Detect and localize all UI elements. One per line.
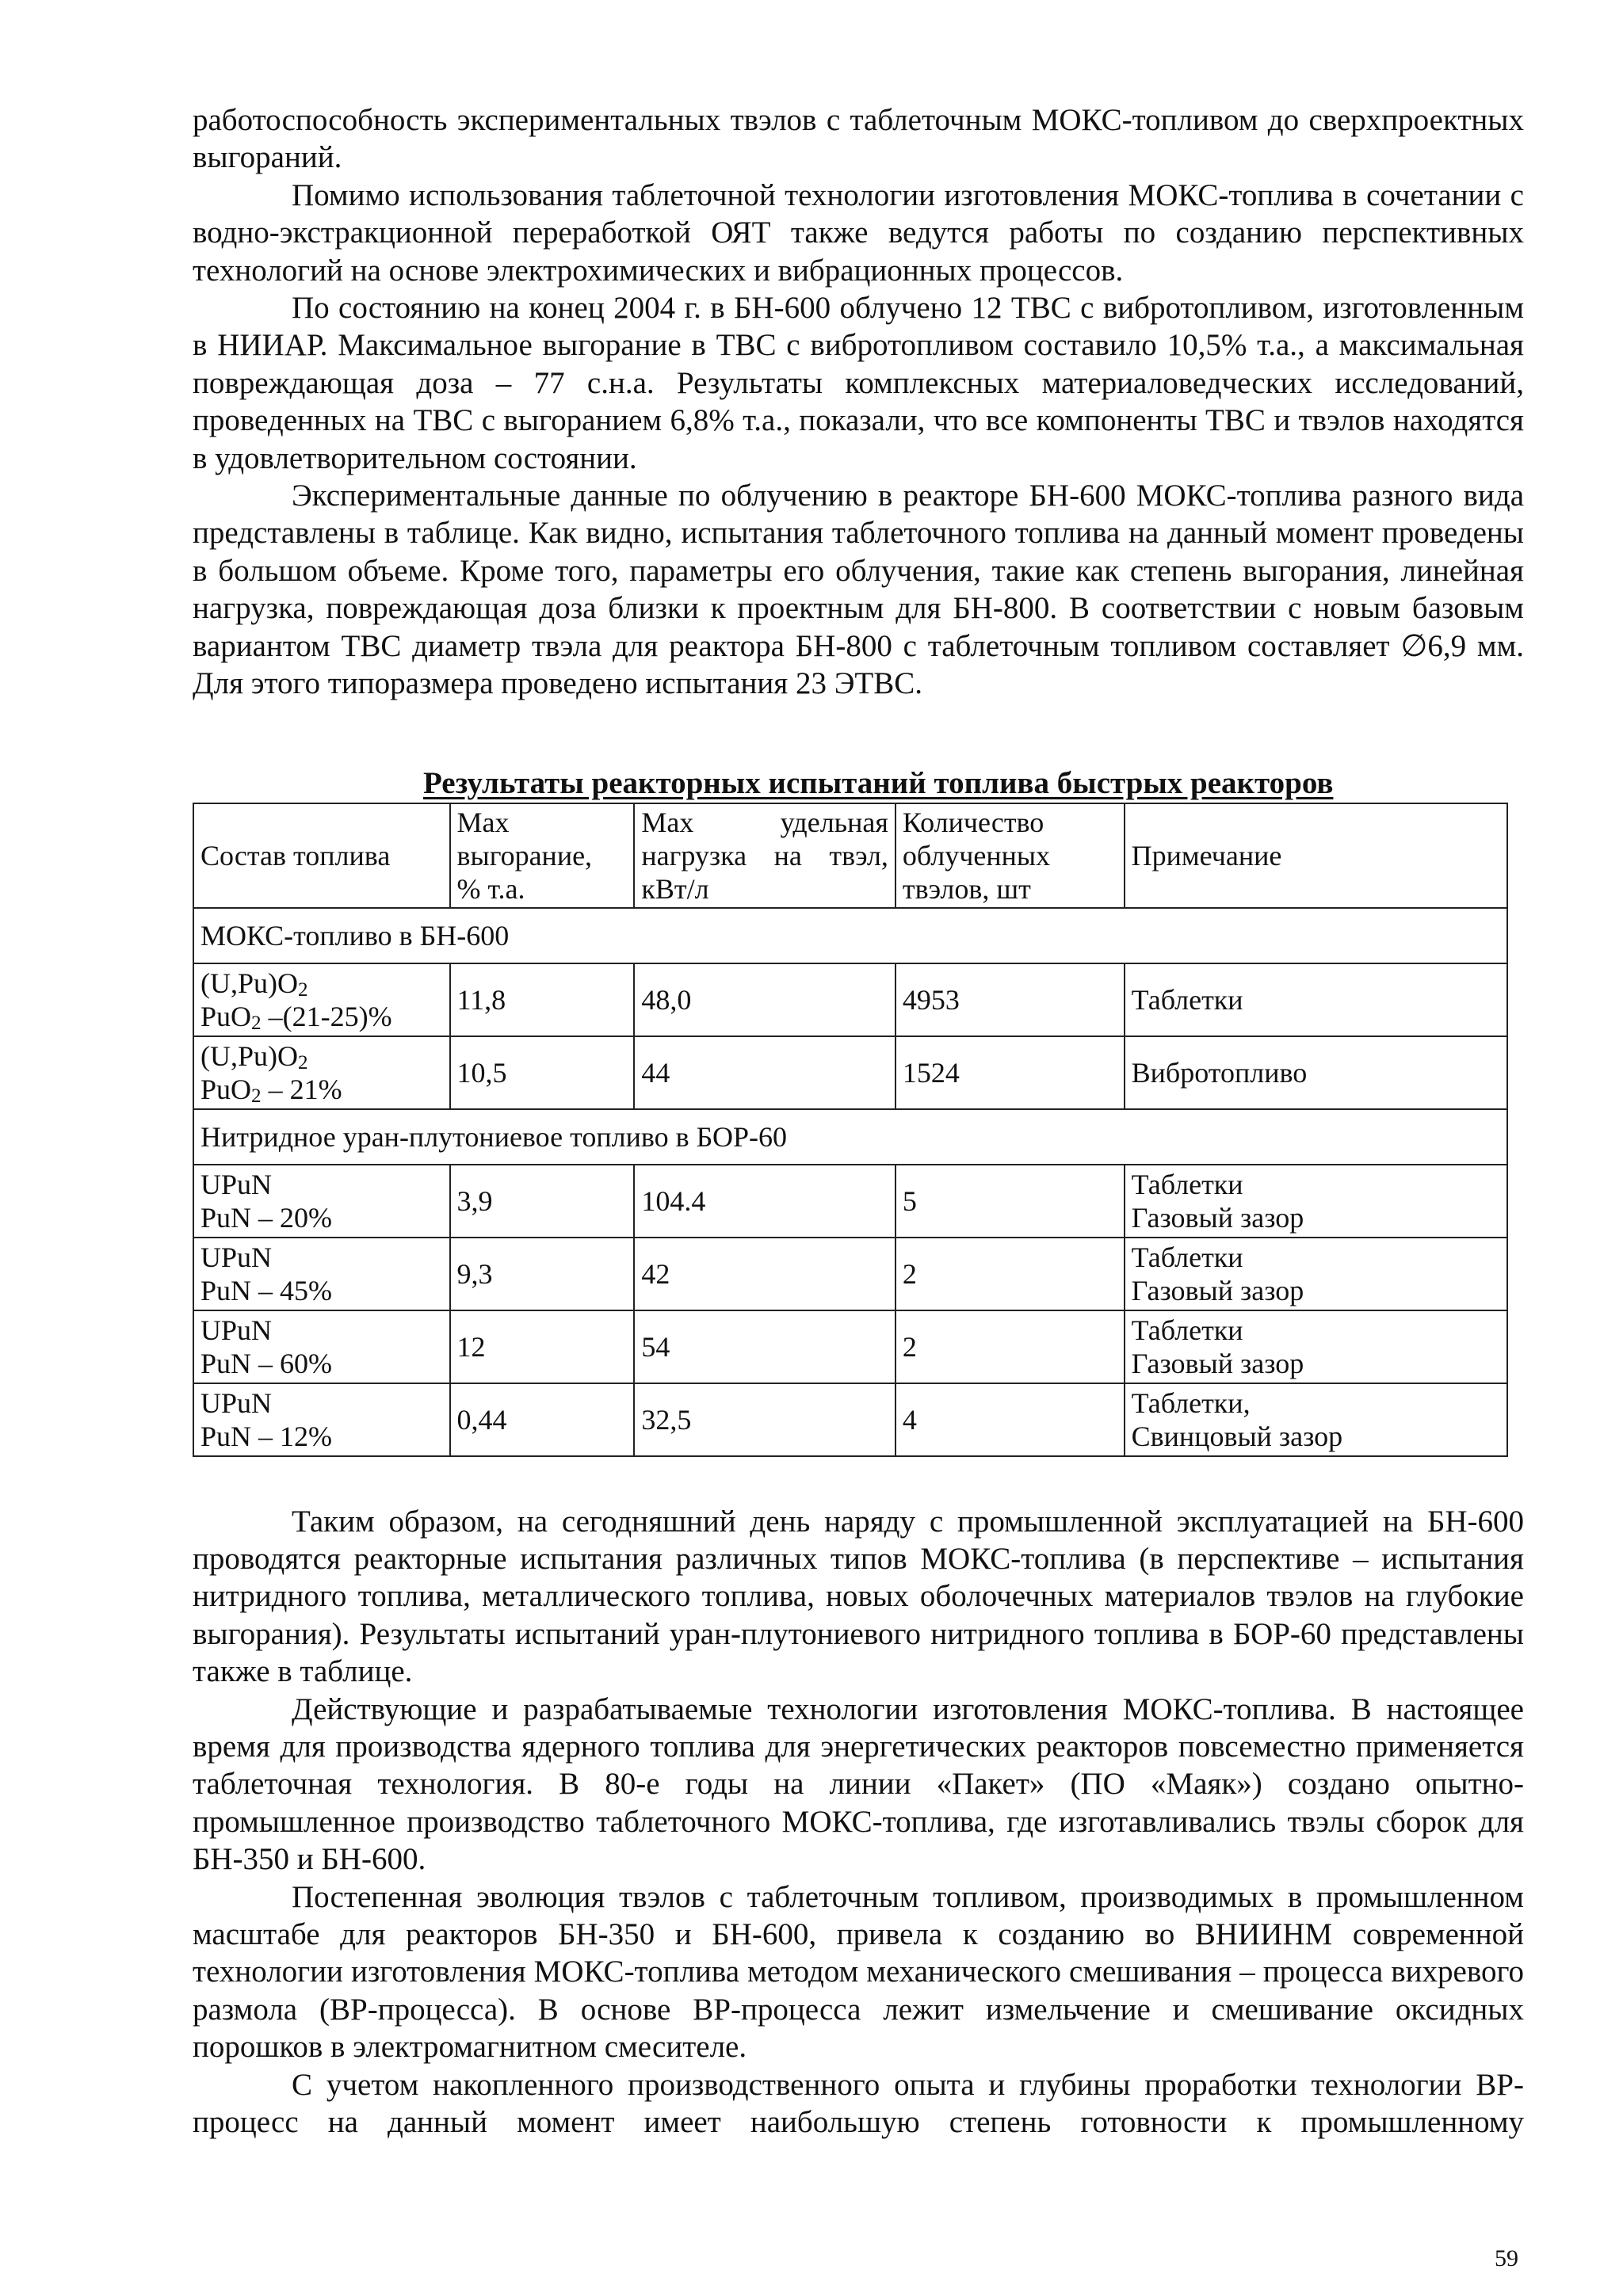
paragraph-outro-2: Действующие и разрабатываемые технологии изготовления МОКС-топлива. В настоящее время для производства ядерного топлива для энергетических реакторов повсеместно применяется таблеточная технология. В 80-е годы на линии «Пакет» (ПО «Маяк») создано опытно-промышленное производство таблеточного МОКС-топлива, где изготавливались твэлы сборок для БН-350 и БН-600. bbox=[193, 1691, 1524, 1877]
cell-load: 42 bbox=[634, 1238, 896, 1310]
header-note: Примечание bbox=[1125, 803, 1507, 908]
cell-count: 4 bbox=[896, 1383, 1125, 1456]
cell-note: Таблетки Газовый зазор bbox=[1125, 1238, 1507, 1310]
cell-note: Таблетки, Свинцовый зазор bbox=[1125, 1383, 1507, 1456]
cell-load: 44 bbox=[634, 1036, 896, 1109]
cell-composition: UPuN PuN – 45% bbox=[193, 1238, 450, 1310]
section-nitride-label: Нитридное уран-плутониевое топливо в БОР-60 bbox=[193, 1109, 1507, 1165]
cell-composition: UPuN PuN – 60% bbox=[193, 1310, 450, 1383]
header-composition: Состав топлива bbox=[193, 803, 450, 908]
results-table bbox=[193, 803, 1508, 1457]
outro-text bbox=[193, 1503, 1524, 2142]
cell-burnup: 0,44 bbox=[450, 1383, 635, 1456]
cell-load: 32,5 bbox=[634, 1383, 896, 1456]
paragraph-intro-4: Экспериментальные данные по облучению в реакторе БН-600 МОКС-топлива разного вида представлены в таблице. Как видно, испытания таблеточного топлива на данный момент проведены в большом объеме. Кроме того, параметры его облучения, такие как степень выгорания, линейная нагрузка, повреждающая доза близки к проектным для БН-800. В соответствии с новым базовым вариантом ТВС диаметр твэла для реактора БН-800 с таблеточным топливом составляет ∅6,9 мм. Для этого типоразмера проведено испытания 23 ЭТВС. bbox=[193, 479, 1524, 701]
paragraph-outro-3: Постепенная эволюция твэлов с таблеточным топливом, производимых в промышленном масштабе для реакторов БН-350 и БН-600, привела к созданию во ВНИИНМ современной технологии изготовления МОКС-топлива методом механического смешивания – процесса вихревого размола (ВР-процесса). В основе ВР-процесса лежит измельчение и смешивание оксидных порошков в электромагнитном смесителе. bbox=[193, 1879, 1524, 2065]
cell-note: Вибротопливо bbox=[1125, 1036, 1507, 1109]
header-count: Количество облученных твэлов, шт bbox=[896, 803, 1125, 908]
table-section-row bbox=[193, 908, 1507, 963]
header-max-burnup: Max выгорание, % т.а. bbox=[450, 803, 635, 908]
cell-count: 2 bbox=[896, 1310, 1125, 1383]
cell-burnup: 3,9 bbox=[450, 1165, 635, 1238]
cell-count: 5 bbox=[896, 1165, 1125, 1238]
paragraph-outro-4: С учетом накопленного производственного опыта и глубины проработки технологии ВР-процесс на данный момент имеет наибольшую степень готовности к промышленному bbox=[193, 2067, 1524, 2139]
table-row bbox=[193, 1310, 1507, 1383]
paragraph-intro-1: работоспособность экспериментальных твэлов с таблеточным МОКС-топливом до сверхпроектных выгораний. bbox=[193, 103, 1524, 175]
paragraph-intro-3: По состоянию на конец 2004 г. в БН-600 облучено 12 ТВС с вибротопливом, изготовленным в НИИАР. Максимальное выгорание в ТВС с вибротопливом составило 10,5% т.а., а максимальная повреждающая доза – 77 с.н.а. Результаты комплексных материаловедческих исследований, проведенных на ТВС с выгоранием 6,8% т.а., показали, что все компоненты ТВС и твэлов находятся в удовлетворительном состоянии. bbox=[193, 291, 1524, 475]
cell-composition: UPuN PuN – 12% bbox=[193, 1383, 450, 1456]
table-row bbox=[193, 1238, 1507, 1310]
paragraph-intro-2: Помимо использования таблеточной технологии изготовления МОКС-топлива в сочетании с водно-экстракционной переработкой ОЯТ также ведутся работы по созданию перспективных технологий на основе электрохимических и вибрационных процессов. bbox=[193, 177, 1524, 288]
page-body bbox=[193, 101, 1524, 2141]
cell-composition: $(U,Pu)O_2$ PuO$_2$ – 21% bbox=[193, 1036, 450, 1109]
table-row bbox=[193, 1383, 1507, 1456]
cell-note: Таблетки bbox=[1125, 963, 1507, 1036]
cell-burnup: 9,3 bbox=[450, 1238, 635, 1310]
table-row bbox=[193, 1036, 1507, 1109]
cell-composition: $(U,Pu)O_2$ PuO$_2$ –(21-25)% bbox=[193, 963, 450, 1036]
table-row bbox=[193, 1165, 1507, 1238]
cell-burnup: 12 bbox=[450, 1310, 635, 1383]
cell-count: 1524 bbox=[896, 1036, 1125, 1109]
intro-text bbox=[193, 101, 1524, 703]
section-mox-label: МОКС-топливо в БН-600 bbox=[193, 908, 1507, 963]
cell-count: 2 bbox=[896, 1238, 1125, 1310]
cell-burnup: 11,8 bbox=[450, 963, 635, 1036]
page-number: 59 bbox=[1495, 2245, 1518, 2271]
paragraph-outro-1: Таким образом, на сегодняшний день наряду с промышленной эксплуатацией на БН-600 проводятся реакторные испытания различных типов МОКС-топлива (в перспективе – испытания нитридного топлива, металлического топлива, новых оболочечных материалов твэлов на глубокие выгорания). Результаты испытаний уран-плутониевого нитридного топлива в БОР-60 представлены также в таблице. bbox=[193, 1504, 1524, 1689]
cell-load: 104.4 bbox=[634, 1165, 896, 1238]
table-section-row bbox=[193, 1109, 1507, 1165]
cell-load: 54 bbox=[634, 1310, 896, 1383]
cell-load: 48,0 bbox=[634, 963, 896, 1036]
table-header-row bbox=[193, 803, 1507, 908]
table-title: Результаты реакторных испытаний топлива быстрых реакторов bbox=[423, 765, 1334, 800]
cell-burnup: 10,5 bbox=[450, 1036, 635, 1109]
table-row bbox=[193, 963, 1507, 1036]
cell-composition: UPuN PuN – 20% bbox=[193, 1165, 450, 1238]
header-max-load: Max удельная нагрузка на твэл, кВт/л bbox=[634, 803, 896, 908]
cell-count: 4953 bbox=[896, 963, 1125, 1036]
cell-note: Таблетки Газовый зазор bbox=[1125, 1165, 1507, 1238]
cell-note: Таблетки Газовый зазор bbox=[1125, 1310, 1507, 1383]
